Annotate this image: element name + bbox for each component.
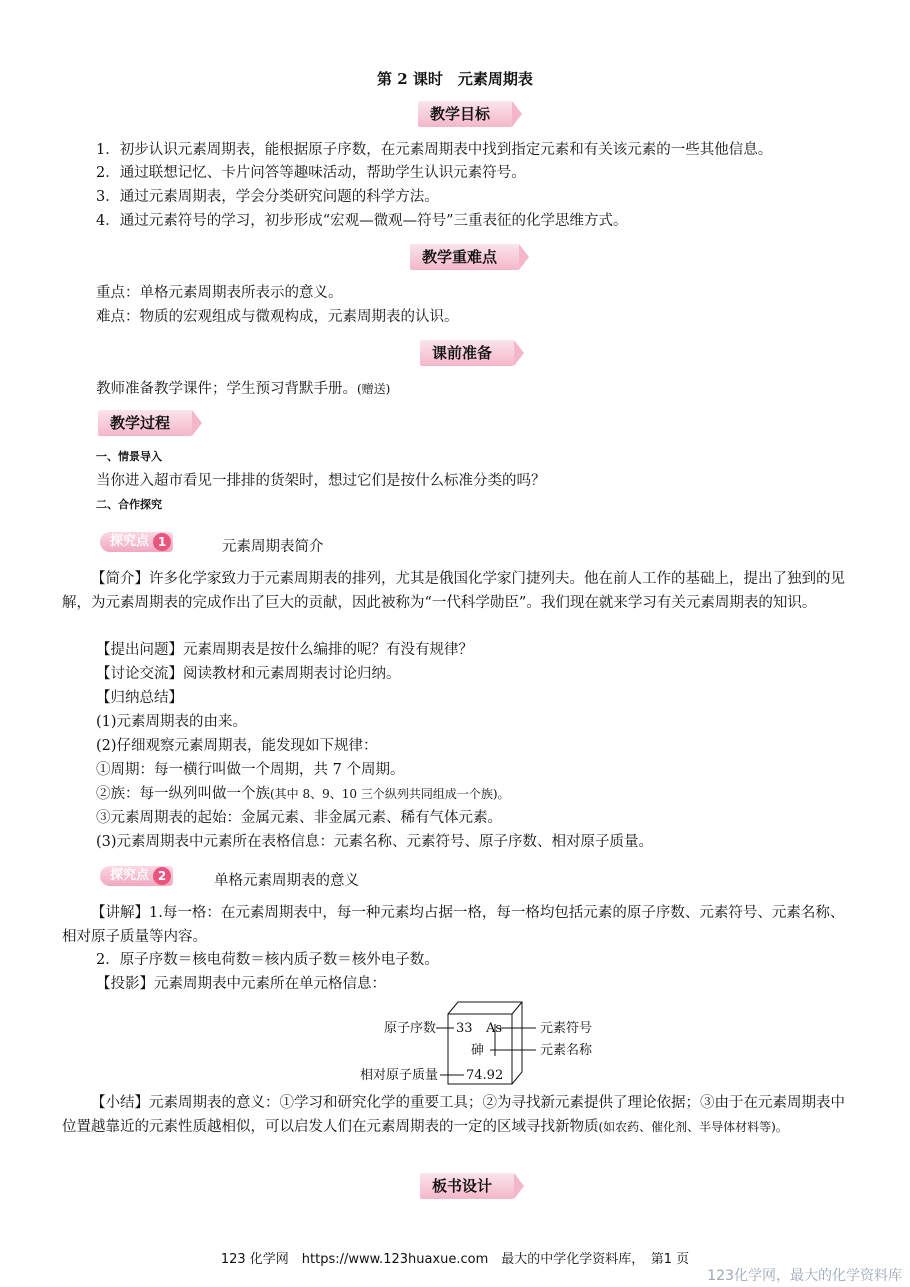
summary-item: (2)仔细观察元素周期表，能发现如下规律： — [96, 738, 378, 754]
lesson-title: 第 2 课时 元素周期表 — [377, 70, 533, 88]
element-cell-diagram — [350, 1000, 610, 1090]
discuss-line: 【讨论交流】阅读教材和元素周期表讨论归纳。 — [96, 666, 401, 682]
page-footer: 123 化学网 https://www.123huaxue.com 最大的中学化学资料库， 第1 页 — [220, 1252, 690, 1267]
prep-note: (赠送) — [357, 382, 391, 396]
element-name-value: 砷 — [470, 1043, 484, 1058]
explore-number-badge: 1 — [153, 533, 171, 551]
section-banner-board: 板书设计 — [420, 1173, 514, 1199]
conclusion-main: 【小结】元素周期表的意义：①学习和研究化学的重要工具；②为寻找新元素提供了理论依据；③由于在元素周期表中位置越靠近的元素性质越相似，可以启发人们在元素周期表的一定的区域寻找新物质 — [62, 1095, 845, 1135]
intro-paragraph: 【简介】许多化学家致力于元素周期表的排列，尤其是俄国化学家门捷列夫。他在前人工作的基础上，提出了独到的见解，为元素周期表的完成作出了巨大的贡献，因此被称为“一代科学勋臣”。我们现在就来学习有关元素周期表的知识。 — [62, 571, 845, 611]
explore-title: 元素周期表简介 — [222, 539, 324, 555]
atomic-mass-value: 74.92 — [466, 1068, 504, 1083]
goal-item: 3．通过元素周期表，学会分类研究问题的科学方法。 — [96, 189, 439, 205]
summary-item: ①周期：每一横行叫做一个周期，共 7 个周期。 — [96, 762, 405, 778]
summary-item: (1)元素周期表的由来。 — [96, 714, 248, 730]
atomic-number-label: 原子序数 — [383, 1021, 436, 1036]
summary-label: 【归纳总结】 — [96, 690, 183, 706]
section-banner-goals: 教学目标 — [418, 101, 512, 127]
watermark: 123化学网，最大的化学资料库 — [707, 1268, 902, 1284]
key-difficulty: 难点：物质的宏观组成与微观构成，元素周期表的认识。 — [96, 309, 459, 325]
element-name-label: 元素名称 — [540, 1043, 593, 1058]
atomic-number-value: 33 — [456, 1021, 473, 1036]
summary-item — [96, 783, 510, 805]
element-symbol-value: As — [485, 1021, 503, 1036]
conclusion-paragraph — [62, 1091, 852, 1139]
atomic-mass-label: 相对原子质量 — [359, 1068, 438, 1083]
conclusion-note: (如农药、催化剂、半导体材料等)。 — [598, 1120, 788, 1134]
explore-number-badge: 2 — [153, 867, 171, 885]
step-heading: 二、合作探究 — [96, 498, 162, 511]
summary-item-note: (其中 8、9、10 三个纵列共同组成一个族)。 — [270, 787, 510, 801]
projection-line: 【投影】元素周期表中元素所在单元格信息： — [96, 976, 386, 992]
step-heading: 一、情景导入 — [96, 450, 162, 463]
intro-question: 当你进入超市看见一排排的货架时，想过它们是按什么标准分类的吗？ — [96, 473, 546, 489]
summary-item-main: ②族：每一纵列叫做一个族 — [96, 786, 270, 802]
prep-text — [96, 378, 390, 400]
section-banner-process: 教学过程 — [98, 410, 192, 436]
explore-tag-2 — [100, 866, 173, 886]
explore-tag-label: 探究点 — [110, 868, 150, 883]
formula-line: 2．原子序数＝核电荷数＝核内质子数＝核外电子数。 — [96, 952, 439, 968]
summary-item: (3)元素周期表中元素所在表格信息：元素名称、元素符号、原子序数、相对原子质量。 — [96, 834, 654, 850]
prep-main: 教师准备教学课件；学生预习背默手册。 — [96, 381, 357, 397]
element-symbol-label: 元素符号 — [540, 1021, 593, 1036]
goal-item: 1．初步认识元素周期表，能根据原子序数，在元素周期表中找到指定元素和有关该元素的一些其他信息。 — [96, 142, 773, 158]
goal-item: 4．通过元素符号的学习，初步形成“宏观—微观—符号”三重表征的化学思维方式。 — [96, 213, 628, 229]
key-focus: 重点：单格元素周期表所表示的意义。 — [96, 285, 343, 301]
element-cell-edge — [512, 1002, 522, 1014]
explore-tag-label: 探究点 — [110, 534, 150, 549]
explore-tag-1 — [100, 532, 173, 552]
goal-item: 2．通过联想记忆、卡片问答等趣味活动，帮助学生认识元素符号。 — [96, 165, 526, 181]
question-line: 【提出问题】元素周期表是按什么编排的呢？有没有规律？ — [96, 642, 473, 658]
explain-paragraph: 【讲解】1.每一格：在元素周期表中，每一种元素均占据一格，每一格均包括元素的原子序数、元素符号、元素名称、相对原子质量等内容。 — [62, 905, 845, 945]
section-banner-prep: 课前准备 — [420, 340, 514, 366]
explore-title: 单格元素周期表的意义 — [214, 873, 359, 889]
summary-item: ③元素周期表的起始：金属元素、非金属元素、稀有气体元素。 — [96, 810, 502, 826]
section-banner-key-points: 教学重难点 — [410, 244, 519, 270]
